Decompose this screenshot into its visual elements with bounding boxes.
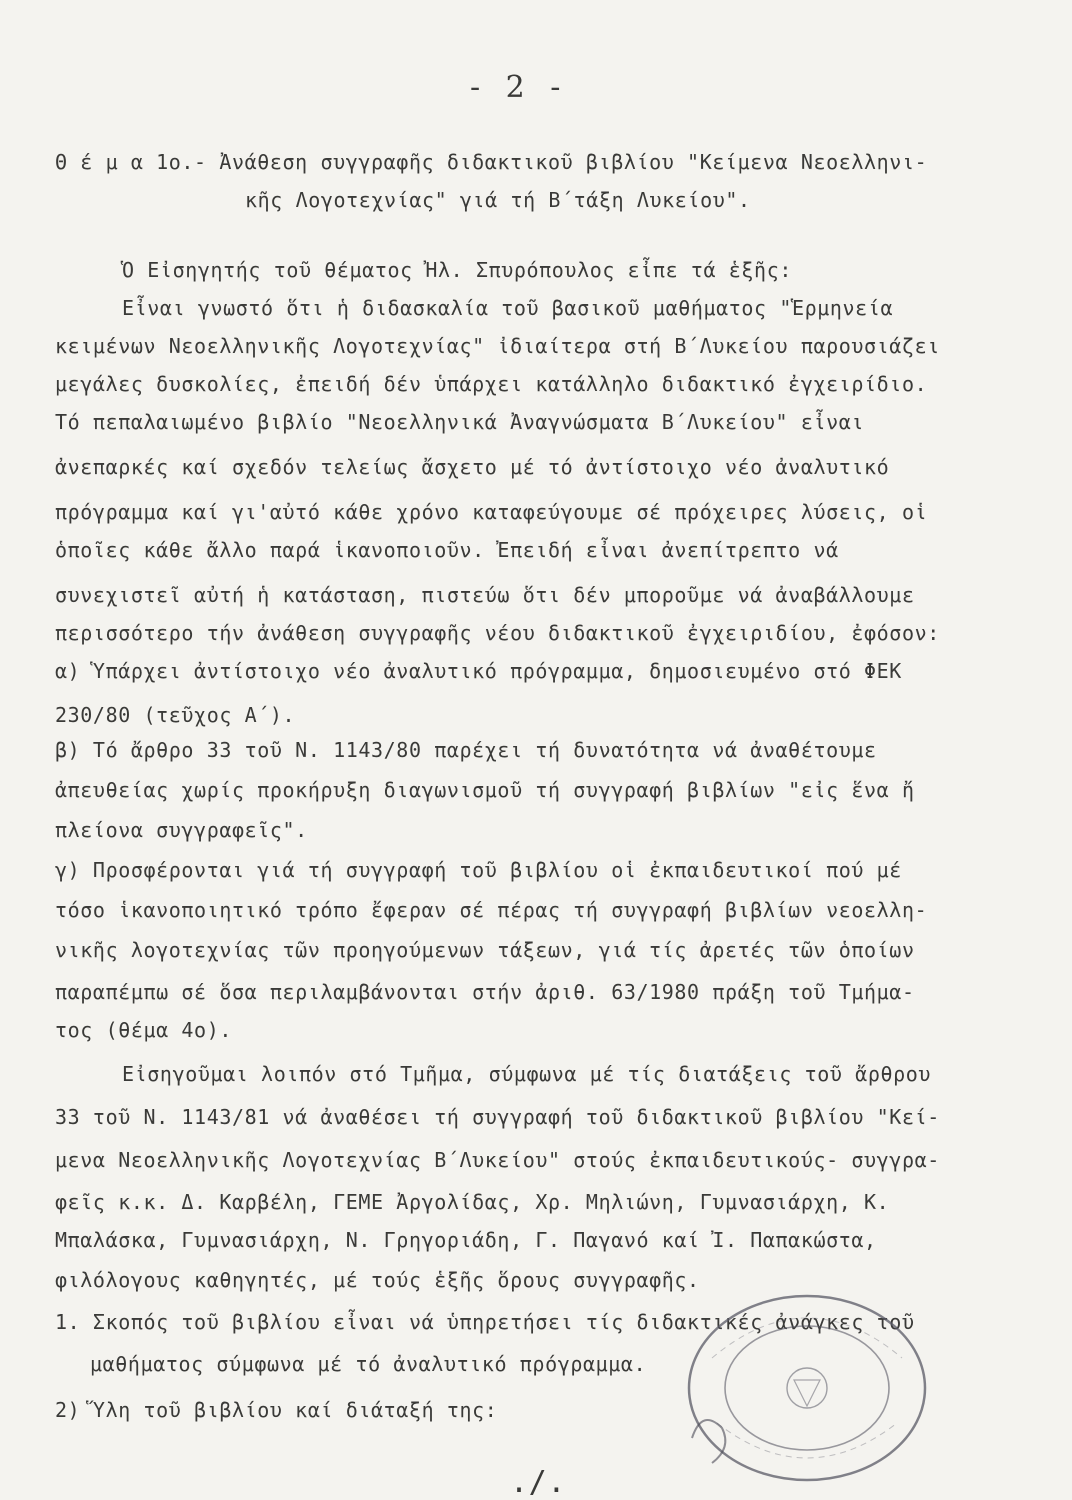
- text-line: κῆς Λογοτεχνίας" γιά τή Β΄τάξη Λυκείου".: [245, 188, 751, 212]
- text-line: φιλόλογους καθηγητές, μέ τούς ἑξῆς ὅρους συγγραφῆς.: [55, 1268, 700, 1292]
- text-line: μαθήματος σύμφωνα μέ τό ἀναλυτικό πρόγραμμα.: [90, 1352, 647, 1376]
- text-line: περισσότερο τήν ἀνάθεση συγγραφῆς νέου διδακτικοῦ ἐγχειριδίου, ἐφόσον:: [55, 621, 940, 645]
- text-line: μεγάλες δυσκολίες, ἐπειδή δέν ὑπάρχει κατάλληλο διδακτικό ἐγχειρίδιο.: [55, 372, 928, 396]
- text-line: τος (θέμα 4ο).: [55, 1018, 232, 1042]
- official-stamp-icon: [682, 1288, 932, 1488]
- text-line: α) Ὑπάρχει ἀντίστοιχο νέο ἀναλυτικό πρόγραμμα, δημοσιευμένο στό ΦΕΚ: [55, 659, 902, 683]
- text-line: τόσο ἱκανοποιητικό τρόπο ἔφεραν σέ πέρας τή συγγραφή βιβλίων νεοελλη-: [55, 898, 928, 922]
- text-line: παραπέμπω σέ ὅσα περιλαμβάνονται στήν ἀριθ. 63/1980 πράξη τοῦ Τμήμα-: [55, 980, 915, 1004]
- text-line: 2) Ὕλη τοῦ βιβλίου καί διάταξή της:: [55, 1398, 498, 1422]
- text-line: Ὁ Εἰσηγητής τοῦ θέματος Ἠλ. Σπυρόπουλος εἶπε τά ἑξῆς:: [122, 258, 792, 282]
- text-line: Εἶναι γνωστό ὅτι ἡ διδασκαλία τοῦ βασικοῦ μαθήματος "Ἑρμηνεία: [122, 296, 894, 320]
- text-line: Εἰσηγοῦμαι λοιπόν στό Τμῆμα, σύμφωνα μέ τίς διατάξεις τοῦ ἄρθρου: [122, 1062, 932, 1086]
- text-line: γ) Προσφέρονται γιά τή συγγραφή τοῦ βιβλίου οἱ ἐκπαιδευτικοί πού μέ: [55, 858, 902, 882]
- page-number: - 2 -: [470, 70, 569, 105]
- text-line: Μπαλάσκα, Γυμνασιάρχη, Ν. Γρηγοριάδη, Γ. Παγανό καί Ἰ. Παπακώστα,: [55, 1228, 877, 1252]
- text-line: Τό πεπαλαιωμένο βιβλίο "Νεοελληνικά Ἀναγνώσματα Β΄Λυκείου" εἶναι: [55, 410, 865, 434]
- text-line: 230/80 (τεῦχος Α΄).: [55, 703, 296, 727]
- text-line: φεῖς κ.κ. Δ. Καρβέλη, ΓΕΜΕ Ἀργολίδας, Χρ. Μηλιώνη, Γυμνασιάρχη, Κ.: [55, 1190, 890, 1214]
- text-line: ἀπευθείας χωρίς προκήρυξη διαγωνισμοῦ τή συγγραφή βιβλίων "εἰς ἕνα ἤ: [55, 778, 915, 802]
- text-line: β) Τό ἄρθρο 33 τοῦ Ν. 1143/80 παρέχει τή δυνατότητα νά ἀναθέτουμε: [55, 738, 877, 762]
- continuation-mark: ./.: [510, 1465, 566, 1500]
- text-line: πρόγραμμα καί γι'αὐτό κάθε χρόνο καταφεύγουμε σέ πρόχειρες λύσεις, οἱ: [55, 500, 928, 524]
- text-line: Θ έ μ α 1ο.- Ἀνάθεση συγγραφῆς διδακτικοῦ βιβλίου "Κείμενα Νεοελληνι-: [55, 150, 928, 174]
- text-line: συνεχιστεῖ αὐτή ἡ κατάσταση, πιστεύω ὅτι δέν μποροῦμε νά ἀναβάλλουμε: [55, 583, 915, 607]
- text-line: ἀνεπαρκές καί σχεδόν τελείως ἄσχετο μέ τό ἀντίστοιχο νέο ἀναλυτικό: [55, 455, 890, 479]
- text-line: 1. Σκοπός τοῦ βιβλίου εἶναι νά ὑπηρετήσει τίς διδακτικές ἀνάγκες τοῦ: [55, 1310, 915, 1334]
- text-line: μενα Νεοελληνικῆς Λογοτεχνίας Β΄Λυκείου" στούς ἐκπαιδευτικούς- συγγρα-: [55, 1148, 940, 1172]
- text-line: νικῆς λογοτεχνίας τῶν προηγούμενων τάξεων, γιά τίς ἀρετές τῶν ὁποίων: [55, 938, 915, 962]
- text-line: κειμένων Νεοελληνικῆς Λογοτεχνίας" ἰδιαίτερα στή Β΄Λυκείου παρουσιάζει: [55, 334, 940, 358]
- text-line: 33 τοῦ Ν. 1143/81 νά ἀναθέσει τή συγγραφή τοῦ διδακτικοῦ βιβλίου "Κεί-: [55, 1105, 940, 1129]
- text-line: πλείονα συγγραφεῖς".: [55, 818, 308, 842]
- text-line: ὁποῖες κάθε ἄλλο παρά ἱκανοποιοῦν. Ἐπειδή εἶναι ἀνεπίτρεπτο νά: [55, 538, 839, 562]
